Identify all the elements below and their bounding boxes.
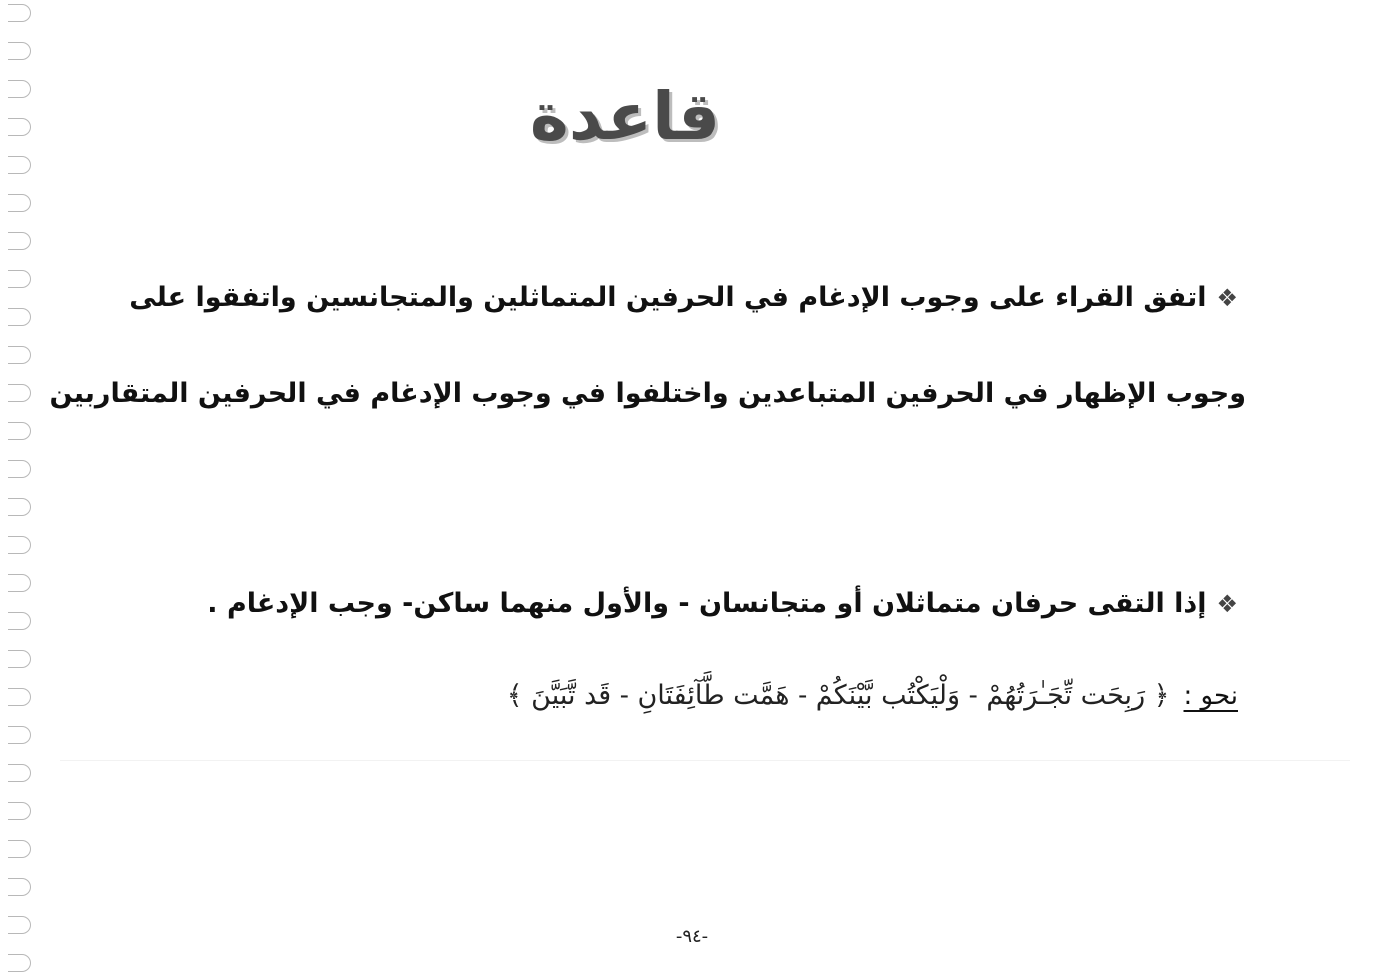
binding-ring — [8, 384, 31, 402]
divider — [60, 760, 1350, 761]
binding-ring — [8, 878, 31, 896]
example-line — [507, 680, 1238, 711]
binding-ring — [8, 4, 31, 22]
example-verses: ﴿ رَبِحَت تِّجَـٰرَتُهُمْ - وَلْيَكْتُب بَّيْنَكُمْ - هَمَّت طَّآئِفَتَانِ - قَد تَّبَيَّنَ ﴾ — [506, 680, 1170, 711]
rule-2 — [207, 588, 1238, 619]
binding-ring — [8, 840, 31, 858]
binding-ring — [8, 156, 31, 174]
page-number: -٩٤- — [675, 926, 709, 947]
binding-ring — [8, 80, 31, 98]
binding-ring — [8, 536, 31, 554]
binding-ring — [8, 802, 31, 820]
example-label: نحو : — [1183, 681, 1238, 711]
binding-ring — [8, 612, 31, 630]
binding-ring — [8, 498, 31, 516]
rule-1-line-1-text: اتفق القراء على وجوب الإدغام في الحرفين المتماثلين والمتجانسين واتفقوا على — [129, 282, 1207, 313]
binding-ring — [8, 650, 31, 668]
rule-1-line-1 — [129, 282, 1238, 313]
binding-ring — [8, 726, 31, 744]
page-title: قاعدة — [529, 78, 721, 155]
rule-2-text: إذا التقى حرفان متماثلان أو متجانسان - والأول منهما ساكن- وجب الإدغام . — [207, 588, 1207, 619]
binding-ring — [8, 764, 31, 782]
binding-ring — [8, 688, 31, 706]
binding-ring — [8, 574, 31, 592]
binding-ring — [8, 422, 31, 440]
bullet-icon: ❖ — [1216, 590, 1238, 618]
binding-ring — [8, 308, 31, 326]
binding-ring — [8, 270, 31, 288]
bullet-icon: ❖ — [1216, 284, 1238, 312]
spiral-binding — [0, 0, 40, 973]
binding-ring — [8, 194, 31, 212]
rule-1-line-2: وجوب الإظهار في الحرفين المتباعدين واختلفوا في وجوب الإدغام في الحرفين المتقاربين — [49, 378, 1246, 409]
binding-ring — [8, 42, 31, 60]
binding-ring — [8, 232, 31, 250]
binding-ring — [8, 346, 31, 364]
binding-ring — [8, 460, 31, 478]
binding-ring — [8, 954, 31, 972]
binding-ring — [8, 118, 31, 136]
